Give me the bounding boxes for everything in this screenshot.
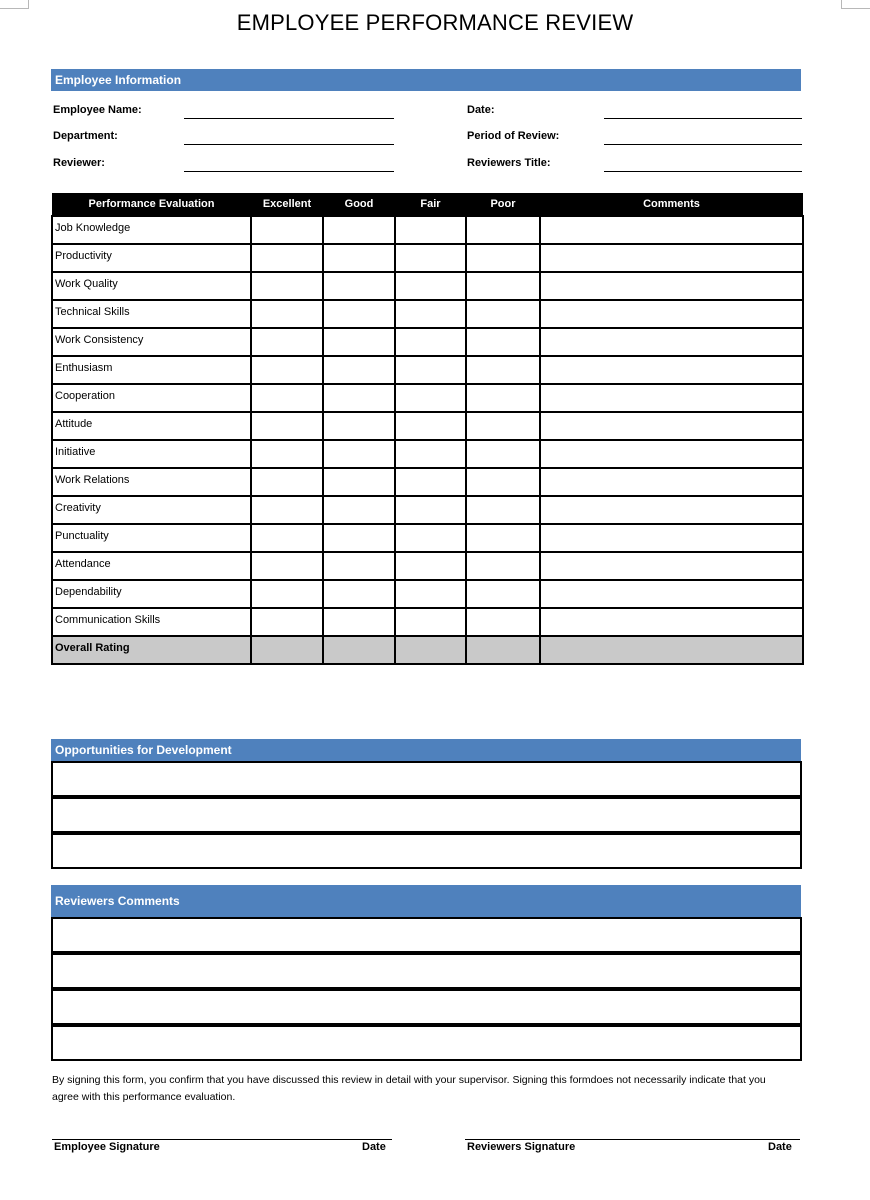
comments-cell[interactable]	[540, 524, 803, 552]
rating-cell-poor[interactable]	[466, 384, 540, 412]
rating-cell-good[interactable]	[323, 552, 395, 580]
period-of-review-field[interactable]	[604, 144, 802, 145]
rating-cell-poor[interactable]	[466, 580, 540, 608]
table-header-row	[52, 193, 803, 216]
rating-cell-good[interactable]	[323, 580, 395, 608]
table-row	[52, 552, 803, 580]
criterion-label: Creativity	[52, 496, 251, 524]
rating-cell-fair[interactable]	[395, 440, 466, 468]
period-of-review-label: Period of Review:	[467, 130, 560, 142]
criterion-label: Work Consistency	[52, 328, 251, 356]
reviewers-title-label: Reviewers Title:	[467, 157, 551, 169]
header-comments: Comments	[540, 193, 803, 216]
table-row	[52, 524, 803, 552]
criterion-label: Communication Skills	[52, 608, 251, 636]
reviewer-signature-line[interactable]	[465, 1139, 800, 1140]
table-row	[52, 328, 803, 356]
overall-rating-row	[52, 636, 803, 664]
criterion-label: Work Relations	[52, 468, 251, 496]
rating-cell-fair[interactable]	[395, 384, 466, 412]
criterion-label: Attitude	[52, 412, 251, 440]
development-line-1[interactable]	[51, 761, 802, 797]
rating-cell-good[interactable]	[323, 328, 395, 356]
overall-cell-fair[interactable]	[395, 636, 466, 664]
reviewer-comments-line-2[interactable]	[51, 953, 802, 989]
table-row	[52, 384, 803, 412]
rating-cell-excellent[interactable]	[251, 412, 323, 440]
header-poor: Poor	[466, 193, 540, 216]
criterion-label: Work Quality	[52, 272, 251, 300]
rating-cell-good[interactable]	[323, 608, 395, 636]
department-field[interactable]	[184, 144, 394, 145]
rating-cell-fair[interactable]	[395, 328, 466, 356]
rating-cell-good[interactable]	[323, 440, 395, 468]
rating-cell-poor[interactable]	[466, 468, 540, 496]
rating-cell-fair[interactable]	[395, 496, 466, 524]
comments-cell[interactable]	[540, 580, 803, 608]
rating-cell-good[interactable]	[323, 300, 395, 328]
rating-cell-poor[interactable]	[466, 356, 540, 384]
rating-cell-poor[interactable]	[466, 272, 540, 300]
rating-cell-good[interactable]	[323, 496, 395, 524]
comments-cell[interactable]	[540, 496, 803, 524]
rating-cell-poor[interactable]	[466, 412, 540, 440]
rating-cell-good[interactable]	[323, 216, 395, 244]
comments-cell[interactable]	[540, 468, 803, 496]
rating-cell-fair[interactable]	[395, 524, 466, 552]
header-performance-evaluation: Performance Evaluation	[52, 193, 251, 216]
criterion-label: Attendance	[52, 552, 251, 580]
department-label: Department:	[53, 130, 118, 142]
rating-cell-poor[interactable]	[466, 496, 540, 524]
header-excellent: Excellent	[251, 193, 323, 216]
rating-cell-fair[interactable]	[395, 608, 466, 636]
header-fair: Fair	[395, 193, 466, 216]
page-title: EMPLOYEE PERFORMANCE REVIEW	[236, 10, 634, 35]
rating-cell-good[interactable]	[323, 244, 395, 272]
reviewer-signature-label: Reviewers Signature	[467, 1141, 576, 1153]
rating-cell-excellent[interactable]	[251, 300, 323, 328]
rating-cell-excellent[interactable]	[251, 328, 323, 356]
rating-cell-excellent[interactable]	[251, 552, 323, 580]
criterion-label: Initiative	[52, 440, 251, 468]
comments-cell[interactable]	[540, 272, 803, 300]
reviewers-comments-header: Reviewers Comments	[51, 885, 801, 917]
table-row	[52, 412, 803, 440]
rating-cell-excellent[interactable]	[251, 468, 323, 496]
table-row	[52, 300, 803, 328]
criterion-label: Cooperation	[52, 384, 251, 412]
table-row	[52, 580, 803, 608]
criterion-label: Punctuality	[52, 524, 251, 552]
overall-cell-good[interactable]	[323, 636, 395, 664]
rating-cell-excellent[interactable]	[251, 356, 323, 384]
overall-cell-poor[interactable]	[466, 636, 540, 664]
employee-signature-line[interactable]	[52, 1139, 392, 1140]
rating-cell-good[interactable]	[323, 356, 395, 384]
overall-cell-comments[interactable]	[540, 636, 803, 664]
comments-cell[interactable]	[540, 328, 803, 356]
rating-cell-fair[interactable]	[395, 244, 466, 272]
rating-cell-fair[interactable]	[395, 216, 466, 244]
rating-cell-poor[interactable]	[466, 440, 540, 468]
reviewer-comments-line-1[interactable]	[51, 917, 802, 953]
table-row	[52, 244, 803, 272]
reviewer-comments-line-4[interactable]	[51, 1025, 802, 1061]
rating-cell-good[interactable]	[323, 524, 395, 552]
table-row	[52, 496, 803, 524]
table-row	[52, 608, 803, 636]
rating-cell-excellent[interactable]	[251, 440, 323, 468]
rating-cell-good[interactable]	[323, 384, 395, 412]
date-label: Date:	[467, 104, 495, 116]
rating-cell-fair[interactable]	[395, 412, 466, 440]
employee-information-header: Employee Information	[51, 69, 801, 91]
page-corner-mark-right	[841, 0, 870, 9]
overall-rating-label: Overall Rating	[52, 636, 251, 664]
rating-cell-poor[interactable]	[466, 608, 540, 636]
rating-cell-fair[interactable]	[395, 272, 466, 300]
criterion-label: Productivity	[52, 244, 251, 272]
rating-cell-poor[interactable]	[466, 244, 540, 272]
criterion-label: Technical Skills	[52, 300, 251, 328]
rating-cell-fair[interactable]	[395, 300, 466, 328]
comments-cell[interactable]	[540, 384, 803, 412]
rating-cell-excellent[interactable]	[251, 272, 323, 300]
table-row	[52, 272, 803, 300]
rating-cell-excellent[interactable]	[251, 580, 323, 608]
rating-cell-excellent[interactable]	[251, 496, 323, 524]
criterion-label: Enthusiasm	[52, 356, 251, 384]
table-row	[52, 356, 803, 384]
rating-cell-good[interactable]	[323, 412, 395, 440]
criterion-label: Dependability	[52, 580, 251, 608]
reviewer-label: Reviewer:	[53, 157, 105, 169]
comments-cell[interactable]	[540, 440, 803, 468]
header-good: Good	[323, 193, 395, 216]
rating-cell-excellent[interactable]	[251, 608, 323, 636]
comments-cell[interactable]	[540, 300, 803, 328]
employee-signature-label: Employee Signature	[54, 1141, 160, 1153]
date-field[interactable]	[604, 118, 802, 119]
reviewer-comments-line-3[interactable]	[51, 989, 802, 1025]
rating-cell-excellent[interactable]	[251, 384, 323, 412]
rating-cell-poor[interactable]	[466, 552, 540, 580]
employee-name-field[interactable]	[184, 118, 394, 119]
rating-cell-poor[interactable]	[466, 524, 540, 552]
rating-cell-excellent[interactable]	[251, 216, 323, 244]
development-line-3[interactable]	[51, 833, 802, 869]
rating-cell-poor[interactable]	[466, 328, 540, 356]
rating-cell-excellent[interactable]	[251, 244, 323, 272]
comments-cell[interactable]	[540, 216, 803, 244]
signature-disclaimer: By signing this form, you confirm that you have discussed this review in detail with your supervisor. Signing this formdoes not necessarily indicate that you agree with this performance evaluation.	[52, 1074, 766, 1103]
rating-cell-good[interactable]	[323, 468, 395, 496]
rating-cell-fair[interactable]	[395, 356, 466, 384]
comments-cell[interactable]	[540, 552, 803, 580]
rating-cell-good[interactable]	[323, 272, 395, 300]
rating-cell-fair[interactable]	[395, 580, 466, 608]
comments-cell[interactable]	[540, 356, 803, 384]
performance-evaluation-table	[51, 193, 804, 665]
comments-cell[interactable]	[540, 244, 803, 272]
criterion-label: Job Knowledge	[52, 216, 251, 244]
reviewers-title-field[interactable]	[604, 171, 802, 172]
table-row	[52, 216, 803, 244]
page-corner-mark-left	[0, 0, 29, 9]
employee-date-label: Date	[362, 1141, 386, 1153]
comments-cell[interactable]	[540, 608, 803, 636]
rating-cell-fair[interactable]	[395, 552, 466, 580]
reviewer-field[interactable]	[184, 171, 394, 172]
table-row	[52, 468, 803, 496]
rating-cell-excellent[interactable]	[251, 524, 323, 552]
employee-name-label: Employee Name:	[53, 104, 142, 116]
reviewer-date-label: Date	[768, 1141, 792, 1153]
development-line-2[interactable]	[51, 797, 802, 833]
table-row	[52, 440, 803, 468]
rating-cell-poor[interactable]	[466, 216, 540, 244]
rating-cell-poor[interactable]	[466, 300, 540, 328]
overall-cell-excellent[interactable]	[251, 636, 323, 664]
rating-cell-fair[interactable]	[395, 468, 466, 496]
comments-cell[interactable]	[540, 412, 803, 440]
development-header: Opportunities for Development	[51, 739, 801, 761]
